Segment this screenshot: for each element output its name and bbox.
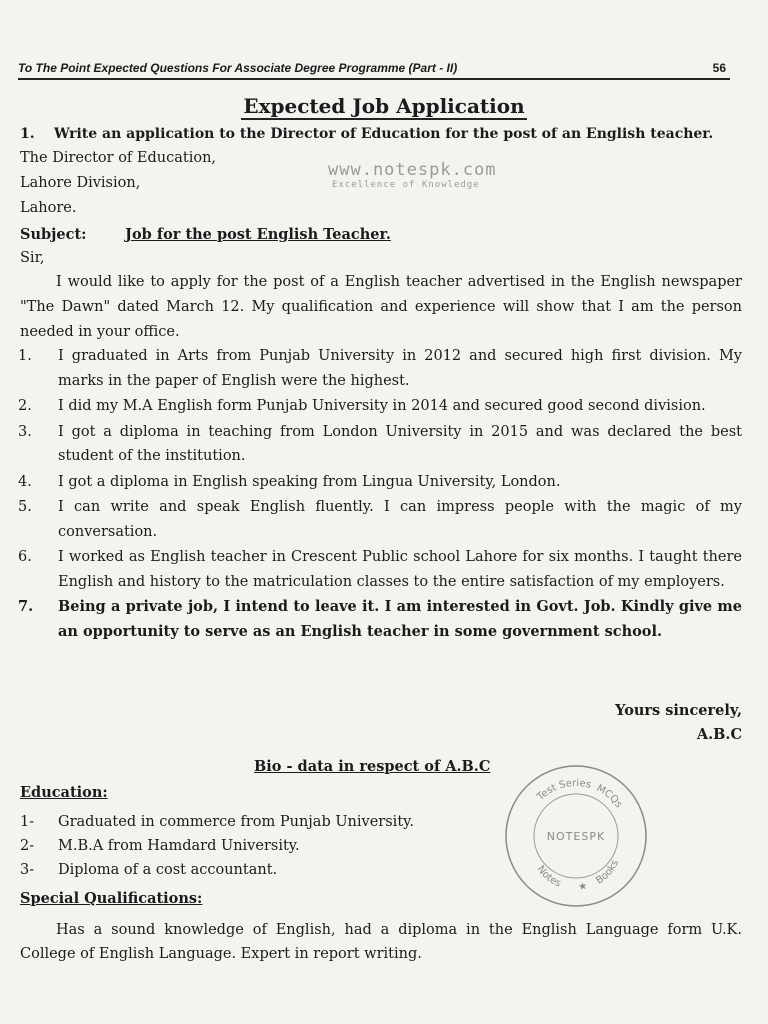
list-item-number: 3- xyxy=(20,862,35,878)
stamp-bottom-right-text: Books xyxy=(594,858,622,887)
list-item xyxy=(18,595,742,644)
list-item-text: Graduated in commerce from Punjab University. xyxy=(58,814,415,830)
list-item xyxy=(20,810,500,834)
running-header xyxy=(18,58,730,80)
salutation: Sir, xyxy=(20,250,45,266)
watermark-url: www.notespk.com xyxy=(328,160,497,180)
watermark-tagline: Excellence of Knowledge xyxy=(332,180,480,190)
list-item-text: I worked as English teacher in Crescent Public school Lahore for six months. I taught there English and history to the matriculation classes to the entire satisfaction of my employers. xyxy=(58,549,742,590)
education-list xyxy=(20,810,500,882)
bio-title: Bio - data in respect of A.B.C xyxy=(254,758,491,775)
list-item xyxy=(18,420,742,469)
list-item xyxy=(18,495,742,544)
question-text: Write an application to the Director of Education for the post of an English teacher. xyxy=(54,126,714,142)
list-item xyxy=(18,344,742,393)
list-item-text: Being a private job, I intend to leave it. I am interested in Govt. Job. Kindly give me an opportunity to serve as an English teacher in some government school. xyxy=(58,598,742,640)
page-number: 56 xyxy=(712,61,726,75)
intro-paragraph: I would like to apply for the post of a English teacher advertised in the English newspaper "The Dawn" dated March 12. My qualification and experience will show that I am the person needed in your office. xyxy=(20,274,742,340)
list-item xyxy=(18,394,742,419)
qualification-points xyxy=(18,344,742,645)
list-item-text: I can write and speak English fluently. I can impress people with the magic of my conversation. xyxy=(58,499,742,540)
stamp-star-icon: ★ xyxy=(577,880,589,894)
address-line-2: Lahore Division, xyxy=(20,175,141,191)
address-line-3: Lahore. xyxy=(20,200,77,216)
education-heading: Education: xyxy=(20,784,108,801)
list-item-number: 2- xyxy=(20,838,35,854)
special-qualifications-heading: Special Qualifications: xyxy=(20,890,203,907)
list-item-number: 2. xyxy=(18,398,32,414)
subject-line xyxy=(20,226,391,243)
list-item-text: Diploma of a cost accountant. xyxy=(58,862,278,878)
list-item xyxy=(20,858,500,882)
list-item-number: 3. xyxy=(18,423,32,440)
stamp-center-text: NOTESPK xyxy=(546,830,606,843)
signature-name: A.B.C xyxy=(696,726,742,743)
page-title xyxy=(0,94,768,118)
list-item-text: I got a diploma in teaching from London University in 2015 and was declared the best student of the institution. xyxy=(58,423,742,464)
website-watermark xyxy=(328,160,497,190)
list-item-number: 5. xyxy=(18,499,32,515)
list-item-text: M.B.A from Hamdard University. xyxy=(58,838,300,854)
question xyxy=(20,126,750,142)
special-qualifications-text: Has a sound knowledge of English, had a diploma in the English Language form U.K. College of English Language. Expert in report writing. xyxy=(20,922,742,962)
stamp-seal xyxy=(498,758,654,914)
question-number: 1. xyxy=(20,126,35,142)
sign-off: Yours sincerely, xyxy=(615,702,742,719)
list-item-number: 1- xyxy=(20,814,35,830)
address-line-1: The Director of Education, xyxy=(20,150,217,166)
stamp-left-text: Test Series xyxy=(535,777,593,803)
stamp-top-text: MCQs xyxy=(594,782,625,811)
stamp-bottom-left-text: Notes xyxy=(534,863,563,890)
subject-label: Subject: xyxy=(20,226,87,243)
list-item-number: 1. xyxy=(18,348,32,364)
list-item-number: 7. xyxy=(18,598,34,615)
list-item xyxy=(20,834,500,858)
list-item xyxy=(18,545,742,594)
list-item xyxy=(18,470,742,495)
list-item-text: I did my M.A English form Punjab University in 2014 and secured good second division. xyxy=(58,398,706,414)
list-item-number: 6. xyxy=(18,549,32,565)
header-title: To The Point Expected Questions For Associate Degree Programme (Part - II) xyxy=(18,61,458,75)
list-item-number: 4. xyxy=(18,473,32,490)
page-title-text: Expected Job Application xyxy=(243,94,525,118)
subject-text: Job for the post English Teacher. xyxy=(125,226,391,243)
list-item-text: I graduated in Arts from Punjab University in 2012 and secured high first division. My marks in the paper of English were the highest. xyxy=(58,348,742,389)
list-item-text: I got a diploma in English speaking from Lingua University, London. xyxy=(58,473,561,490)
